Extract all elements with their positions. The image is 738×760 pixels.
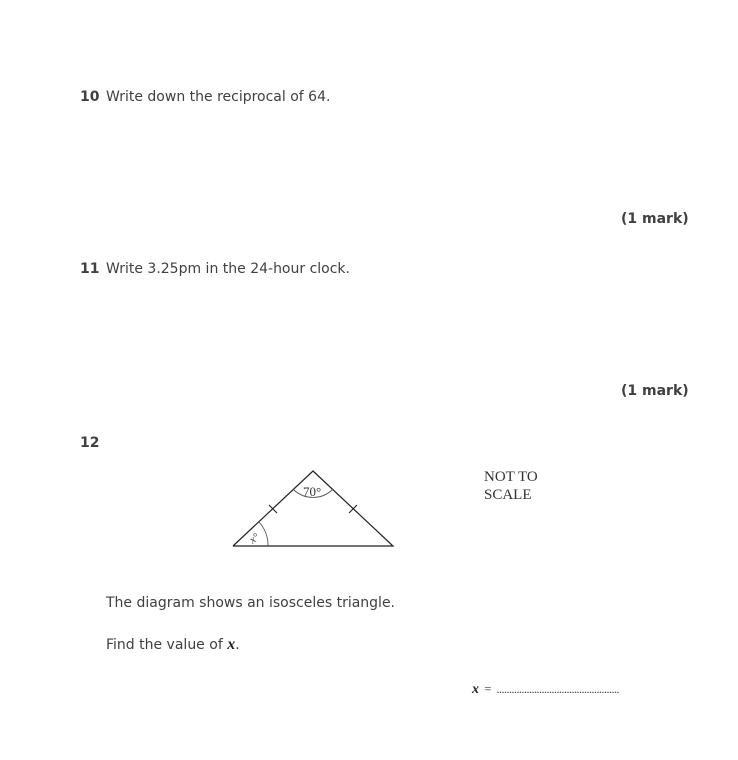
question-text: Write down the reciprocal of 64. <box>106 89 331 105</box>
equals-sign: = <box>484 681 492 696</box>
mark-label: (1 mark) <box>621 211 689 227</box>
question-number: 11 <box>80 261 100 277</box>
question-statement: The diagram shows an isosceles triangle. <box>106 595 396 611</box>
isosceles-triangle-diagram <box>225 462 405 554</box>
question-number: 12 <box>80 435 100 451</box>
question-prompt <box>106 636 240 654</box>
answer-line[interactable] <box>472 678 619 698</box>
apex-angle-label: 70° <box>303 484 322 499</box>
question-number: 10 <box>80 89 100 105</box>
note-line: NOT TO <box>484 469 538 485</box>
answer-variable: x <box>472 682 479 697</box>
question-text: Write 3.25pm in the 24-hour clock. <box>106 261 350 277</box>
variable-x: x <box>227 636 236 653</box>
mark-label: (1 mark) <box>621 383 689 399</box>
prompt-punctuation: . <box>235 637 240 653</box>
not-to-scale-note <box>484 468 538 504</box>
note-line: SCALE <box>484 487 532 503</box>
answer-dotted-line[interactable]: ................................................. <box>496 682 620 696</box>
base-angle-label: x° <box>247 531 262 547</box>
prompt-text: Find the value of <box>106 637 228 653</box>
